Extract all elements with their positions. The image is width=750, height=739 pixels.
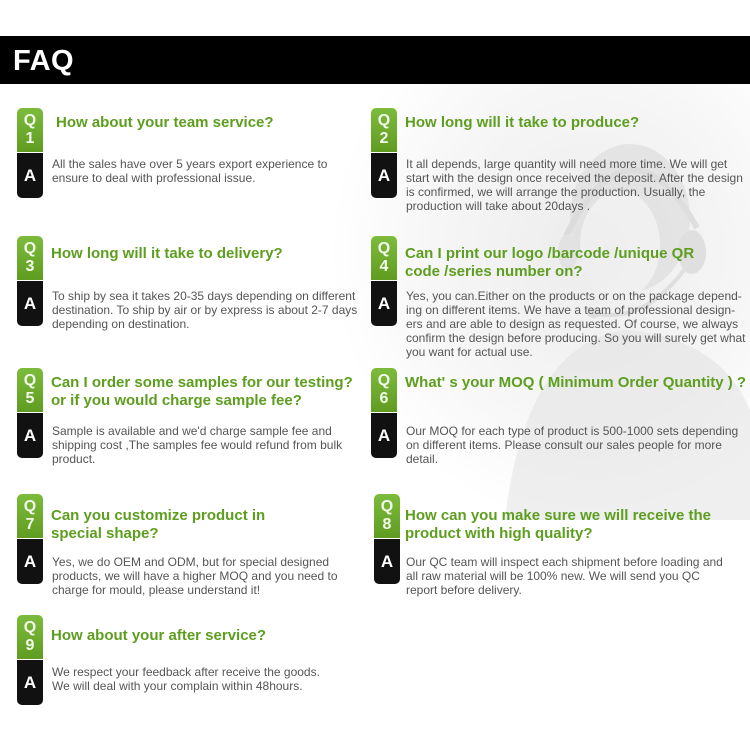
answer-line: Sample is available and we'd charge sample fee and <box>52 424 332 438</box>
question-text <box>51 245 283 263</box>
answer-badge <box>17 413 43 458</box>
question-number: 6 <box>379 390 389 407</box>
question-number: 5 <box>25 390 35 407</box>
answer-text <box>406 555 723 597</box>
question-letter: Q <box>377 372 391 389</box>
answer-text <box>406 157 743 213</box>
answer-letter: A <box>23 166 37 185</box>
question-line: How about your team service? <box>56 114 274 131</box>
question-line: or if you would charge sample fee? <box>51 392 302 409</box>
answer-text <box>52 157 327 185</box>
answer-badge <box>371 413 397 458</box>
answer-letter: A <box>377 166 391 185</box>
page-title: FAQ <box>13 45 75 77</box>
answer-letter: A <box>23 673 37 692</box>
question-text <box>405 114 639 132</box>
answer-badge <box>371 281 397 326</box>
question-letter: Q <box>377 112 391 129</box>
qa-badge <box>17 108 43 198</box>
question-line: Can I print our logo /barcode /unique QR <box>405 245 695 262</box>
answer-letter: A <box>23 294 37 313</box>
answer-text <box>52 555 338 597</box>
answer-line: charge for mould, please understand it! <box>52 583 261 597</box>
answer-badge <box>374 539 400 584</box>
answer-text <box>406 289 746 359</box>
answer-line: you want for actual use. <box>406 345 533 359</box>
question-text <box>51 507 265 543</box>
answer-line: Our MOQ for each type of product is 500-1000 sets depending <box>406 424 739 438</box>
question-letter: Q <box>23 240 37 257</box>
question-text <box>56 114 274 132</box>
question-letter: Q <box>23 498 37 515</box>
question-line: code /series number on? <box>405 263 583 280</box>
question-letter: Q <box>23 372 37 389</box>
question-text <box>51 627 266 645</box>
answer-line: Our QC team will inspect each shipment before loading and <box>406 555 723 569</box>
question-line: How long will it take to produce? <box>405 114 640 131</box>
qa-badge <box>17 615 43 705</box>
question-number: 4 <box>379 258 389 275</box>
question-line: How can you make sure we will receive the <box>405 507 711 524</box>
answer-line: on different items. Please consult our sales people for more <box>406 438 722 452</box>
answer-line: is confirmed, we will arrange the production. Usually, the <box>406 185 706 199</box>
question-text <box>405 245 694 281</box>
answer-text <box>52 424 342 466</box>
answer-text <box>52 289 357 331</box>
answer-letter: A <box>23 552 37 571</box>
question-badge <box>371 108 397 152</box>
question-line: How long will it take to delivery? <box>51 245 283 262</box>
question-text <box>405 507 711 543</box>
answer-badge <box>17 281 43 326</box>
question-badge <box>374 494 400 538</box>
answer-badge <box>17 539 43 584</box>
question-badge <box>371 368 397 412</box>
answer-line: destination. To ship by air or by express is about 2-7 days <box>52 303 358 317</box>
answer-text <box>52 665 320 693</box>
answer-line: report before delivery. <box>406 583 522 597</box>
question-line: special shape? <box>51 525 159 542</box>
answer-line: production will take about 20days . <box>406 199 591 213</box>
question-badge <box>17 108 43 152</box>
question-letter: Q <box>23 619 37 636</box>
question-text <box>51 374 353 410</box>
qa-badge <box>17 368 43 458</box>
question-number: 3 <box>25 258 35 275</box>
qa-badge <box>374 494 400 584</box>
question-letter: Q <box>23 112 37 129</box>
answer-line: product. <box>52 452 96 466</box>
question-letter: Q <box>377 240 391 257</box>
question-line: product with high quality? <box>405 525 593 542</box>
answer-line: ing on different items. We have a team of professional design- <box>406 303 736 317</box>
question-badge <box>17 494 43 538</box>
question-number: 9 <box>25 637 35 654</box>
answer-line: We will deal with your complain within 48hours. <box>52 679 303 693</box>
question-number: 1 <box>25 130 35 147</box>
question-line: Can I order some samples for our testing? <box>51 374 353 391</box>
answer-line: We respect your feedback after receive the goods. <box>52 665 320 679</box>
qa-badge <box>17 236 43 326</box>
answer-line: shipping cost ,The samples fee would refund from bulk <box>52 438 343 452</box>
answer-line: ensure to deal with professional issue. <box>52 171 256 185</box>
question-number: 7 <box>25 516 35 533</box>
question-badge <box>17 236 43 280</box>
question-number: 8 <box>382 516 392 533</box>
answer-badge <box>371 153 397 198</box>
answer-line: start with the design once received the deposit. After the design <box>406 171 743 185</box>
question-badge <box>371 236 397 280</box>
answer-badge <box>17 660 43 705</box>
question-number: 2 <box>379 130 389 147</box>
question-letter: Q <box>380 498 394 515</box>
answer-text <box>406 424 738 466</box>
qa-badge <box>371 236 397 326</box>
answer-line: ers and are able to design as requested. Of course, we always <box>406 317 739 331</box>
qa-badge <box>371 108 397 198</box>
header-bar <box>0 36 750 84</box>
answer-line: All the sales have over 5 years export experience to <box>52 157 328 171</box>
qa-badge <box>371 368 397 458</box>
answer-letter: A <box>377 426 391 445</box>
question-line: How about your after service? <box>51 627 267 644</box>
question-text <box>405 374 746 392</box>
qa-badge <box>17 494 43 584</box>
question-line: Can you customize product in <box>51 507 266 524</box>
answer-line: depending on destination. <box>52 317 190 331</box>
answer-letter: A <box>380 552 394 571</box>
answer-line: detail. <box>406 452 439 466</box>
question-line: What' s your MOQ ( Minimum Order Quantity ) ? <box>405 374 747 391</box>
answer-line: To ship by sea it takes 20-35 days depending on different <box>52 289 356 303</box>
answer-line: Yes, you can.Either on the products or on the package depend- <box>406 289 742 303</box>
question-badge <box>17 368 43 412</box>
answer-line: confirm the design before producing. So you will surely get what <box>406 331 746 345</box>
answer-line: products, we will have a higher MOQ and you need to <box>52 569 338 583</box>
answer-badge <box>17 153 43 198</box>
question-badge <box>17 615 43 659</box>
answer-line: It all depends, large quantity will need more time. We will get <box>406 157 728 171</box>
answer-letter: A <box>23 426 37 445</box>
answer-line: Yes, we do OEM and ODM, but for special designed <box>52 555 330 569</box>
answer-letter: A <box>377 294 391 313</box>
answer-line: all raw material will be 100% new. We will send you QC <box>406 569 700 583</box>
